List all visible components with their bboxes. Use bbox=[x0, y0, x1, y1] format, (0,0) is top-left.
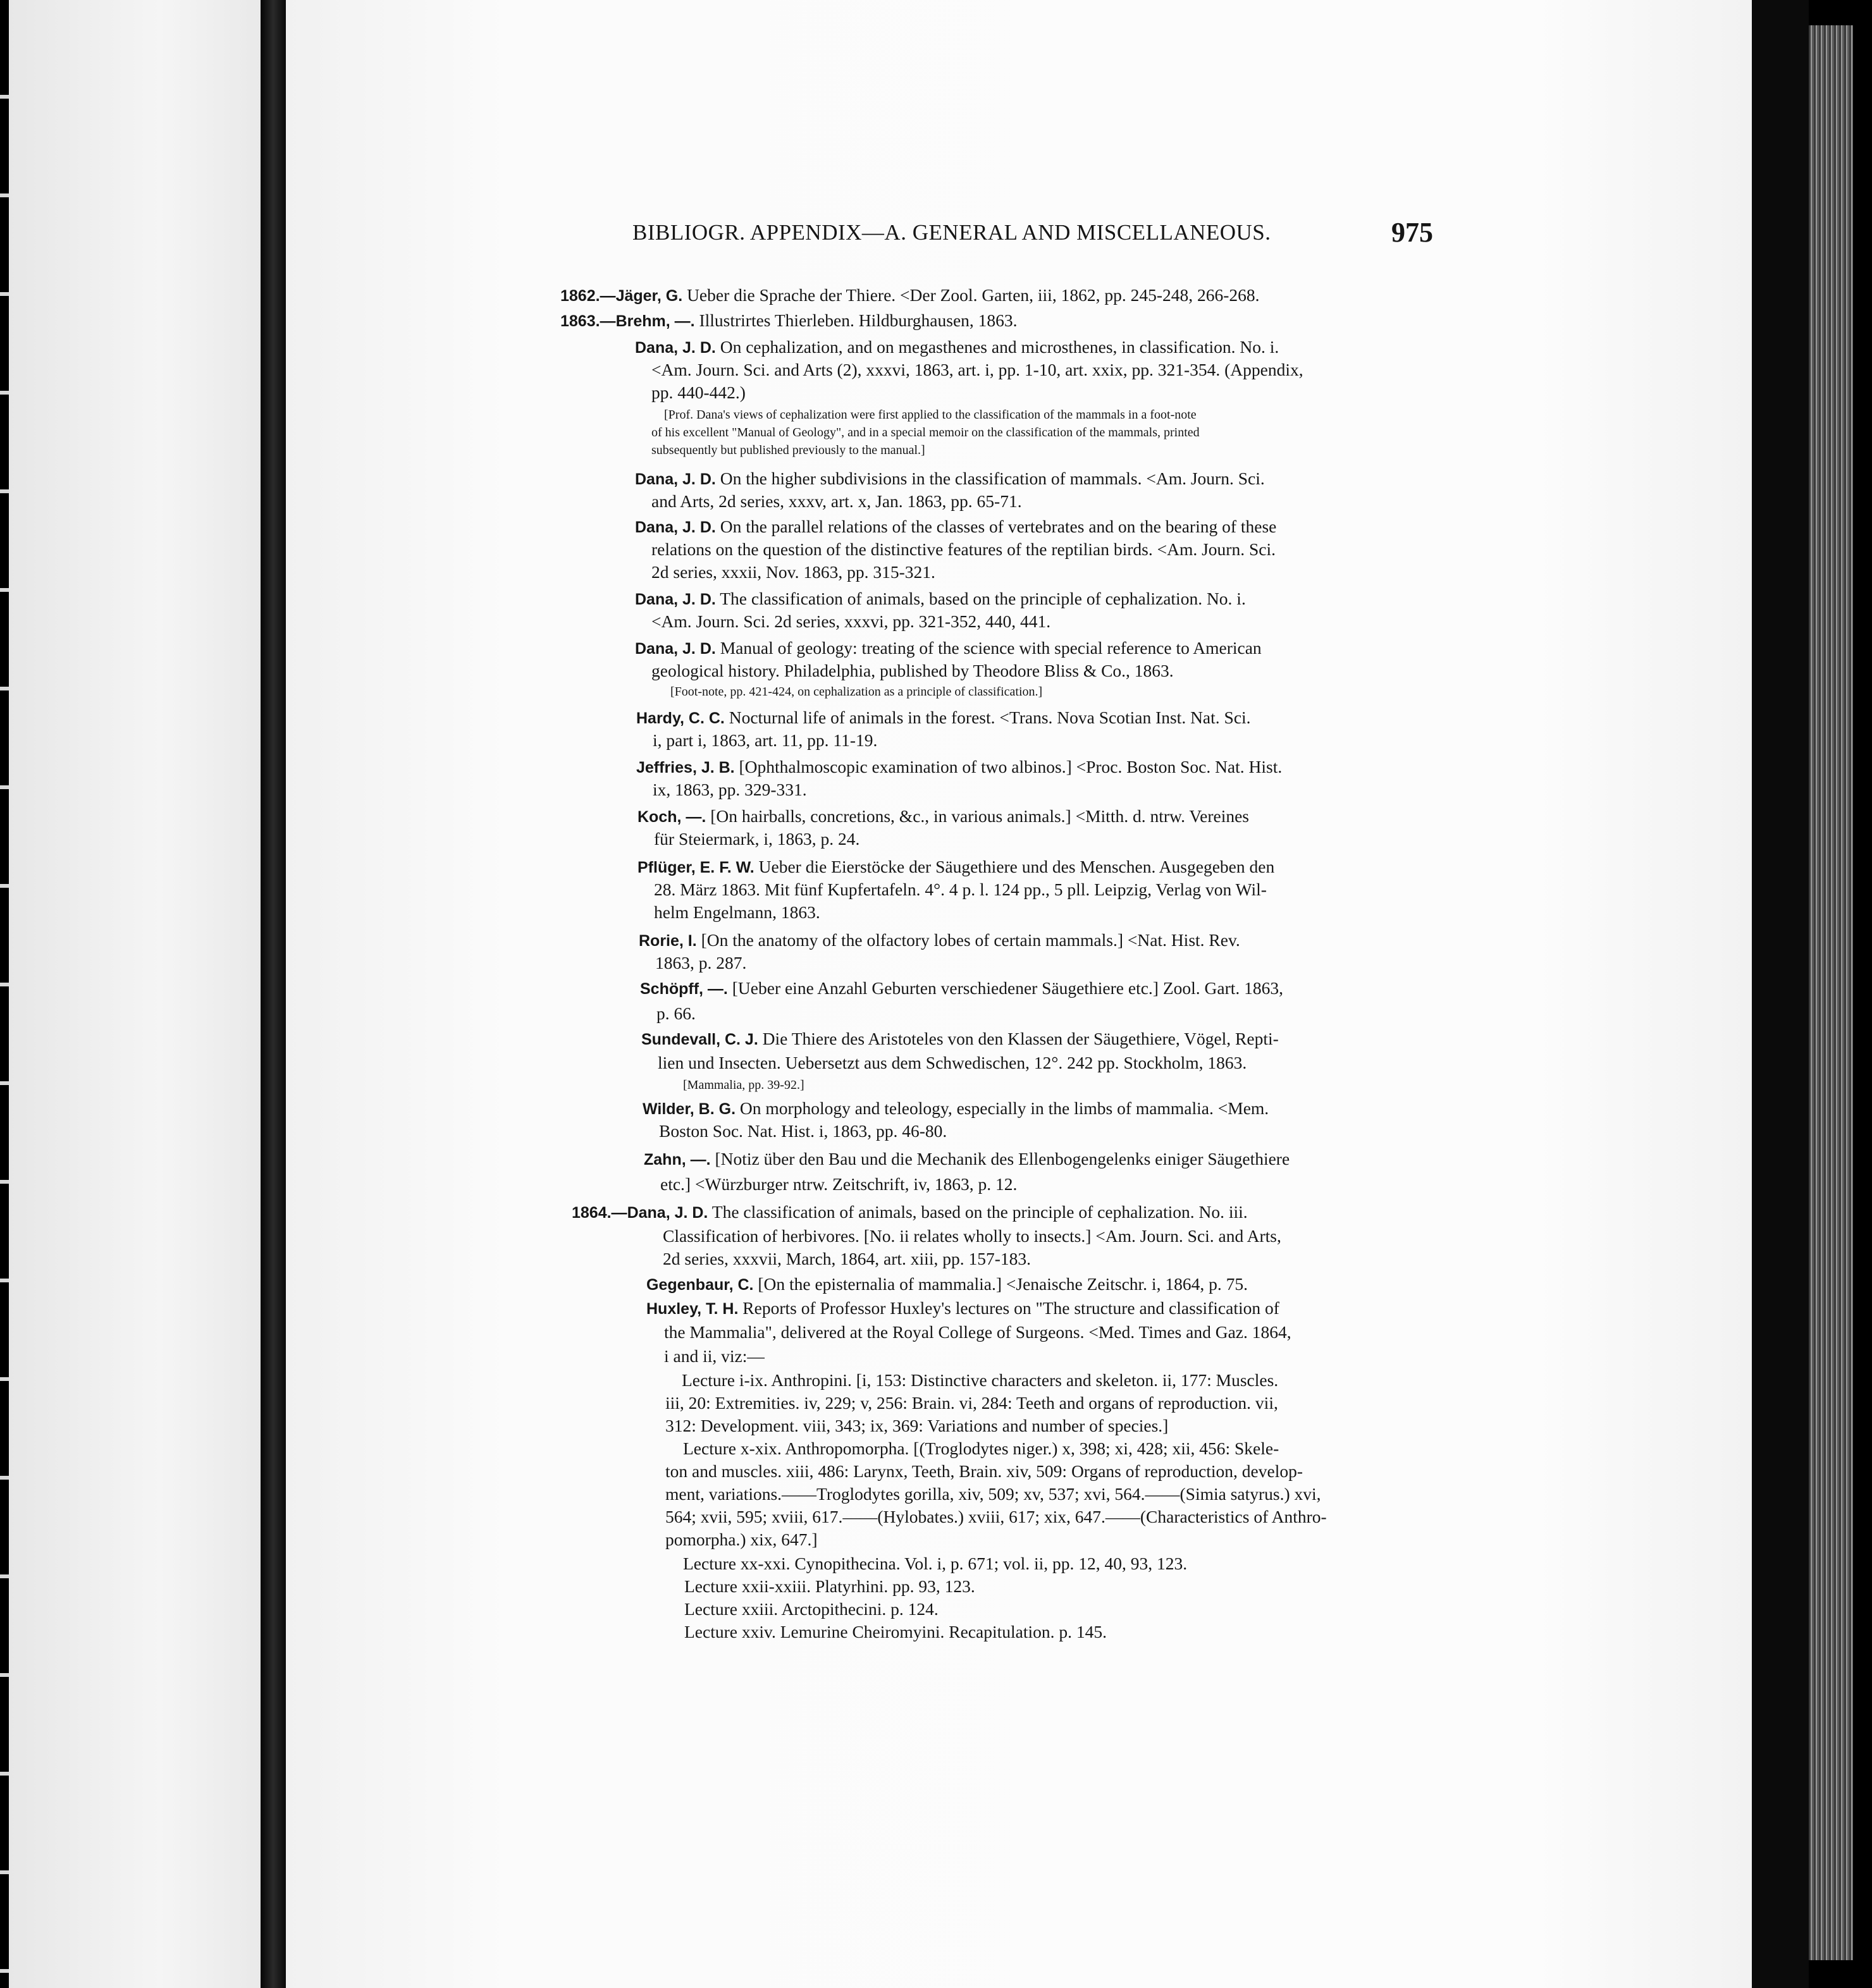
entry-text: [Notiz über den Bau und die Mechanik des Ellenbogengelenks einiger Säugethiere bbox=[710, 1149, 1290, 1169]
entry-dana-subdivisions bbox=[635, 468, 1265, 490]
entry-line: helm Engelmann, 1863. bbox=[654, 902, 820, 922]
entry-huxley bbox=[646, 1298, 1279, 1320]
entry-author: Pflüger, E. F. W. bbox=[637, 859, 754, 876]
entry-text: On morphology and teleology, especially in the limbs of mammalia. <Mem. bbox=[736, 1098, 1269, 1118]
entry-author: Huxley, T. H. bbox=[646, 1300, 739, 1318]
entry-text: [On the episternalia of mammalia.] <Jenaische Zeitschr. i, 1864, p. 75. bbox=[753, 1274, 1248, 1294]
entry-line: 28. März 1863. Mit fünf Kupfertafeln. 4°. 4 p. l. 124 pp., 5 pll. Leipzig, Verlag von Wil- bbox=[654, 880, 1267, 899]
entry-line: 2d series, xxxii, Nov. 1863, pp. 315-321. bbox=[651, 562, 935, 582]
entry-line: pomorpha.) xix, 647.] bbox=[665, 1530, 818, 1549]
entry-note: [Mammalia, pp. 39-92.] bbox=[683, 1078, 804, 1092]
entry-line: 2d series, xxxvii, March, 1864, art. xiii, pp. 157-183. bbox=[663, 1249, 1031, 1268]
entry-line: ment, variations.——Troglodytes gorilla, xiv, 509; xv, 537; xvi, 564.——(Simia satyrus.) xvi, bbox=[665, 1484, 1321, 1504]
entry-text: [On the anatomy of the olfactory lobes of certain mammals.] <Nat. Hist. Rev. bbox=[696, 930, 1240, 950]
entry-dana-parallel bbox=[635, 516, 1276, 538]
entry-note: [Foot-note, pp. 421-424, on cephalization as a principle of classification.] bbox=[670, 685, 1043, 699]
entry-line: geological history. Philadelphia, published by Theodore Bliss & Co., 1863. bbox=[651, 661, 1174, 680]
entry-text: Reports of Professor Huxley's lectures on "The structure and classification of bbox=[738, 1298, 1279, 1318]
entry-line: für Steiermark, i, 1863, p. 24. bbox=[654, 829, 860, 849]
entry-author: Jeffries, J. B. bbox=[636, 759, 735, 776]
page-number: 975 bbox=[1391, 217, 1433, 248]
entry-line: lien und Insecten. Uebersetzt aus dem Schwedischen, 12°. 242 pp. Stockholm, 1863. bbox=[658, 1053, 1247, 1072]
lecture-line: Lecture xxiii. Arctopithecini. p. 124. bbox=[684, 1599, 939, 1619]
entry-note: [Prof. Dana's views of cephalization were first applied to the classification of the mammals in a foot-note bbox=[664, 408, 1197, 422]
entry-year: 1864.— bbox=[572, 1204, 627, 1222]
entry-text: Ueber die Eierstöcke der Säugethiere und des Menschen. Ausgegeben den bbox=[754, 857, 1275, 876]
entry-sundevall bbox=[641, 1028, 1279, 1050]
entry-text: On cephalization, and on megasthenes and microsthenes, in classification. No. i. bbox=[715, 337, 1279, 357]
entry-text: The classification of animals, based on the principle of cephalization. No. i. bbox=[715, 589, 1246, 608]
entry-line: <Am. Journ. Sci. and Arts (2), xxxvi, 1863, art. i, pp. 1-10, art. xxix, pp. 321-354. (Appendix, bbox=[651, 360, 1303, 379]
lecture-line: Lecture xx-xxi. Cynopithecina. Vol. i, p. 671; vol. ii, pp. 12, 40, 93, 123. bbox=[683, 1554, 1188, 1573]
entry-line: the Mammalia", delivered at the Royal College of Surgeons. <Med. Times and Gaz. 1864, bbox=[664, 1322, 1291, 1342]
entry-dana-classification bbox=[635, 588, 1246, 610]
entry-author: Schöpff, —. bbox=[640, 980, 728, 998]
entry-text: Manual of geology: treating of the science with special reference to American bbox=[715, 638, 1262, 658]
entry-hardy bbox=[636, 707, 1251, 729]
entry-text: The classification of animals, based on the principle of cephalization. No. iii. bbox=[708, 1202, 1248, 1222]
entry-jeffries bbox=[636, 756, 1282, 778]
entry-year: 1862.— bbox=[560, 287, 616, 305]
entry-author: Gegenbaur, C. bbox=[646, 1276, 754, 1294]
entry-author: Koch, —. bbox=[637, 808, 706, 826]
entry-line: 1863, p. 287. bbox=[655, 953, 747, 973]
entry-author: Rorie, I. bbox=[639, 932, 697, 950]
entry-line: 564; xvii, 595; xviii, 617.——(Hylobates.) xviii, 617; xix, 647.——(Characteristics of Anthro- bbox=[665, 1507, 1327, 1526]
entry-schopff bbox=[640, 978, 1283, 1000]
entry-line: relations on the question of the distinctive features of the reptilian birds. <Am. Journ. Sci. bbox=[651, 539, 1276, 559]
entry-author: Brehm, —. bbox=[615, 312, 695, 330]
entry-text: On the parallel relations of the classes of vertebrates and on the bearing of these bbox=[715, 517, 1277, 536]
entry-jager bbox=[560, 285, 1260, 307]
entry-line: iii, 20: Extremities. iv, 229; v, 256: Brain. vi, 284: Teeth and organs of reproduction. vii, bbox=[665, 1393, 1278, 1413]
entry-author: Dana, J. D. bbox=[635, 339, 716, 357]
entry-author: Zahn, —. bbox=[644, 1151, 711, 1169]
entry-text: [Ophthalmoscopic examination of two albinos.] <Proc. Boston Soc. Nat. Hist. bbox=[734, 757, 1283, 776]
lecture-line: Lecture x-xix. Anthropomorpha. [(Troglodytes niger.) x, 398; xi, 428; xii, 456: Skele- bbox=[683, 1439, 1279, 1458]
entry-dana-cephalization bbox=[635, 336, 1279, 359]
entry-gegenbaur bbox=[646, 1273, 1248, 1296]
entry-line: etc.] <Würzburger ntrw. Zeitschrift, iv, 1863, p. 12. bbox=[660, 1174, 1018, 1194]
entry-line: i, part i, 1863, art. 11, pp. 11-19. bbox=[653, 730, 878, 750]
entry-text: Ueber die Sprache der Thiere. <Der Zool. Garten, iii, 1862, pp. 245-248, 266-268. bbox=[682, 285, 1260, 305]
entry-year: 1863.— bbox=[560, 312, 616, 330]
entry-author: Wilder, B. G. bbox=[643, 1100, 736, 1118]
running-head-title: BIBLIOGR. APPENDIX—A. GENERAL AND MISCELLANEOUS. bbox=[632, 220, 1271, 245]
entry-note: of his excellent "Manual of Geology", and in a special memoir on the classification of the mammals, printed bbox=[651, 426, 1200, 439]
lecture-line: Lecture xxiv. Lemurine Cheiromyini. Recapitulation. p. 145. bbox=[684, 1622, 1107, 1641]
entry-text: Nocturnal life of animals in the forest. <Trans. Nova Scotian Inst. Nat. Sci. bbox=[724, 708, 1251, 727]
entry-line: <Am. Journ. Sci. 2d series, xxxvi, pp. 321-352, 440, 441. bbox=[651, 611, 1051, 631]
entry-line: p. 66. bbox=[656, 1003, 696, 1023]
entry-zahn bbox=[644, 1148, 1290, 1170]
entry-author: Dana, J. D. bbox=[635, 518, 716, 536]
entry-line: and Arts, 2d series, xxxv, art. x, Jan. 1863, pp. 65-71. bbox=[651, 491, 1022, 511]
entry-pfluger bbox=[637, 856, 1274, 878]
entry-dana-herbivores bbox=[572, 1201, 1248, 1224]
entry-note: subsequently but published previously to the manual.] bbox=[651, 443, 925, 457]
entry-koch bbox=[637, 806, 1249, 828]
entry-author: Jäger, G. bbox=[615, 287, 683, 305]
entry-author: Dana, J. D. bbox=[627, 1204, 708, 1222]
entry-text: On the higher subdivisions in the classification of mammals. <Am. Journ. Sci. bbox=[715, 469, 1265, 488]
entry-author: Dana, J. D. bbox=[635, 591, 716, 608]
lecture-line: Lecture i-ix. Anthropini. [i, 153: Distinctive characters and skeleton. ii, 177: Muscles. bbox=[682, 1370, 1279, 1390]
entry-brehm bbox=[560, 310, 1018, 332]
entry-wilder bbox=[643, 1098, 1269, 1120]
entry-text: Illustrirtes Thierleben. Hildburghausen, 1863. bbox=[694, 310, 1018, 330]
entry-author: Sundevall, C. J. bbox=[641, 1031, 758, 1048]
entry-line: i and ii, viz:— bbox=[664, 1346, 765, 1366]
entry-line: pp. 440-442.) bbox=[651, 383, 746, 402]
lecture-line: Lecture xxii-xxiii. Platyrhini. pp. 93, 123. bbox=[684, 1576, 975, 1596]
entry-line: Classification of herbivores. [No. ii relates wholly to insects.] <Am. Journ. Sci. and Arts, bbox=[663, 1226, 1281, 1246]
entry-dana-manual bbox=[635, 637, 1262, 660]
entry-text: [Ueber eine Anzahl Geburten verschiedener Säugethiere etc.] Zool. Gart. 1863, bbox=[727, 978, 1283, 998]
entry-line: Boston Soc. Nat. Hist. i, 1863, pp. 46-80. bbox=[659, 1121, 947, 1141]
entry-author: Hardy, C. C. bbox=[636, 709, 725, 727]
entry-rorie bbox=[639, 930, 1240, 952]
entry-author: Dana, J. D. bbox=[635, 640, 716, 658]
entry-line: ton and muscles. xiii, 486: Larynx, Teeth, Brain. xiv, 509: Organs of reproduction, develop- bbox=[665, 1461, 1303, 1481]
entry-text: Die Thiere des Aristoteles von den Klassen der Säugethiere, Vögel, Repti- bbox=[758, 1029, 1279, 1048]
entry-line: 312: Development. viii, 343; ix, 369: Variations and number of species.] bbox=[665, 1416, 1169, 1435]
entry-text: [On hairballs, concretions, &c., in various animals.] <Mitth. d. ntrw. Vereines bbox=[706, 806, 1250, 826]
entry-line: ix, 1863, pp. 329-331. bbox=[653, 780, 807, 799]
entry-author: Dana, J. D. bbox=[635, 470, 716, 488]
